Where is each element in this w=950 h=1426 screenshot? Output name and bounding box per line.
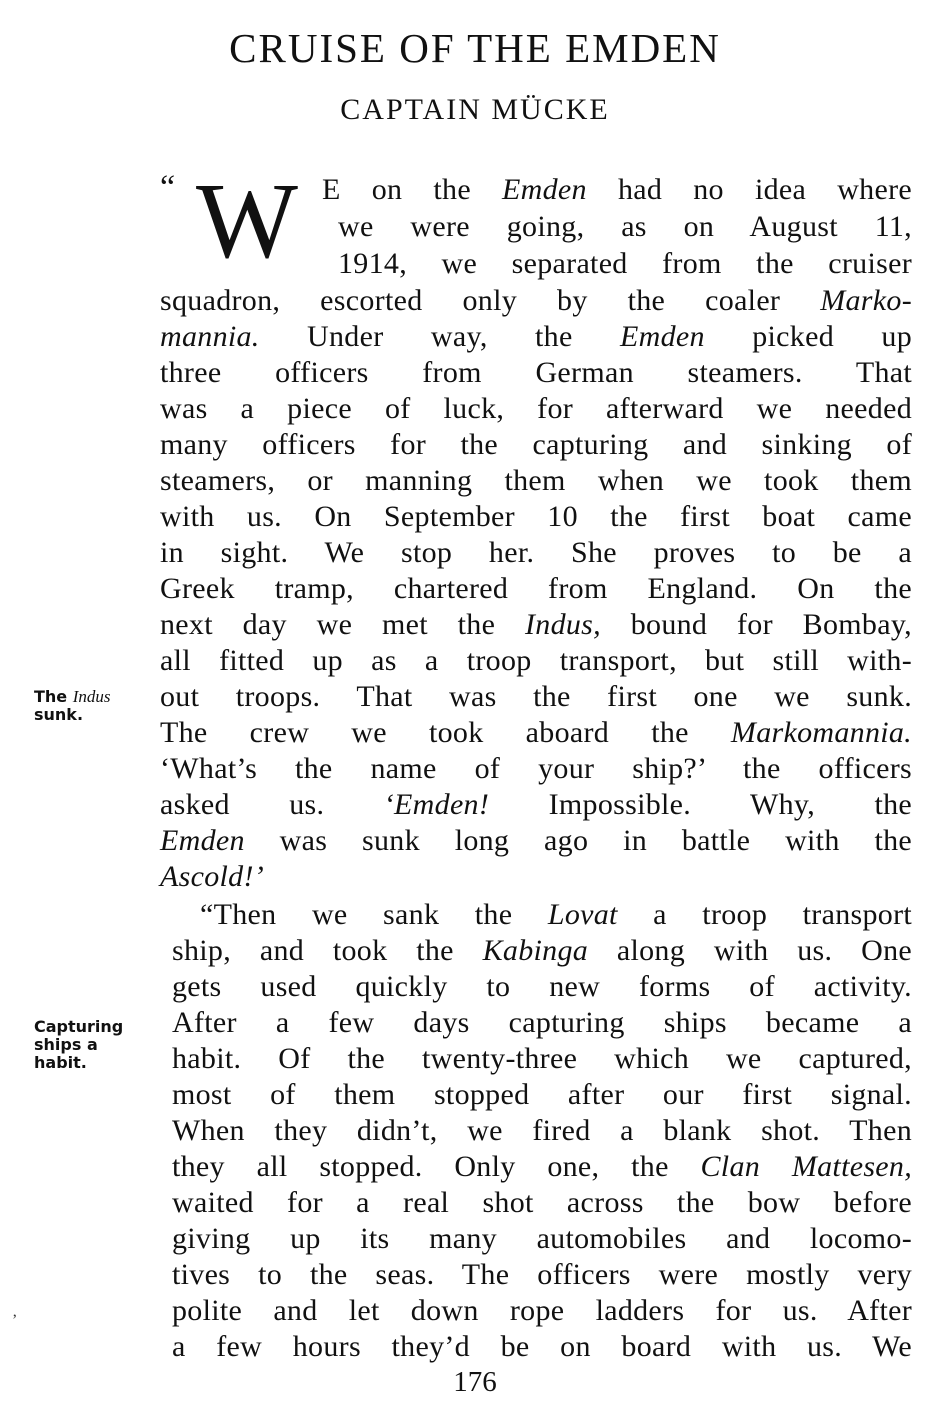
- text-line: 1914, we separated from the cruiser: [338, 247, 912, 280]
- text-line: After a few days capturing ships became a: [172, 1006, 912, 1039]
- text-line: ship, and took the Kabinga along with us. One: [172, 934, 912, 967]
- text-line: was a piece of luck, for afterward we needed: [160, 392, 912, 425]
- chapter-title: CRUISE OF THE EMDEN: [229, 25, 721, 71]
- text-line: When they didn’t, we fired a blank shot. Then: [172, 1114, 912, 1147]
- margin-note-capturing-ships: Capturing ships a habit.: [34, 1017, 124, 1072]
- text-line: ‘What’s the name of your ship?’ the officers: [160, 752, 912, 785]
- text-line: a few hours they’d be on board with us. We: [172, 1330, 912, 1363]
- text-line: squadron, escorted only by the coaler Marko-: [160, 284, 912, 317]
- text-line: next day we met the Indus, bound for Bombay,: [160, 608, 912, 641]
- text-line: tives to the seas. The officers were mostly very: [172, 1258, 912, 1291]
- text-line: giving up its many automobiles and locomo-: [172, 1222, 912, 1255]
- chapter-author: CAPTAIN MÜCKE: [340, 93, 610, 126]
- text-line: Emden was sunk long ago in battle with the: [160, 824, 912, 857]
- text-line: gets used quickly to new forms of activity.: [172, 970, 912, 1003]
- text-line: E on the Emden had no idea where: [322, 173, 912, 206]
- text-line: three officers from German steamers. That: [160, 356, 912, 389]
- text-line: all fitted up as a troop transport, but still with-: [160, 644, 912, 677]
- text-line: many officers for the capturing and sinking of: [160, 428, 912, 461]
- text-line: “Then we sank the Lovat a troop transport: [200, 898, 912, 931]
- opening-quote-mark: “: [160, 169, 176, 206]
- print-speck: ’: [12, 1312, 18, 1329]
- page-number: 176: [453, 1366, 497, 1398]
- text-line: polite and let down rope ladders for us. After: [172, 1294, 912, 1327]
- text-line: out troops. That was the first one we sunk.: [160, 680, 912, 713]
- text-line: most of them stopped after our first signal.: [172, 1078, 912, 1111]
- margin-note-indus-sunk: The Indus sunk.: [34, 687, 111, 724]
- text-line: steamers, or manning them when we took them: [160, 464, 912, 497]
- drop-cap-letter: W: [196, 162, 298, 281]
- text-line: in sight. We stop her. She proves to be a: [160, 536, 912, 569]
- text-line: they all stopped. Only one, the Clan Mattesen,: [172, 1150, 913, 1183]
- text-line: The crew we took aboard the Markomannia.: [160, 716, 912, 749]
- text-line: Greek tramp, chartered from England. On the: [160, 572, 912, 605]
- text-line: asked us. ‘Emden! Impossible. Why, the: [160, 788, 913, 821]
- text-line: waited for a real shot across the bow before: [172, 1186, 912, 1219]
- text-line: habit. Of the twenty-three which we captured,: [172, 1042, 912, 1075]
- text-line: with us. On September 10 the first boat came: [160, 500, 912, 533]
- text-line: mannia. Under way, the Emden picked up: [160, 320, 912, 353]
- text-line: Ascold!’: [160, 860, 265, 893]
- text-line: we were going, as on August 11,: [338, 210, 912, 243]
